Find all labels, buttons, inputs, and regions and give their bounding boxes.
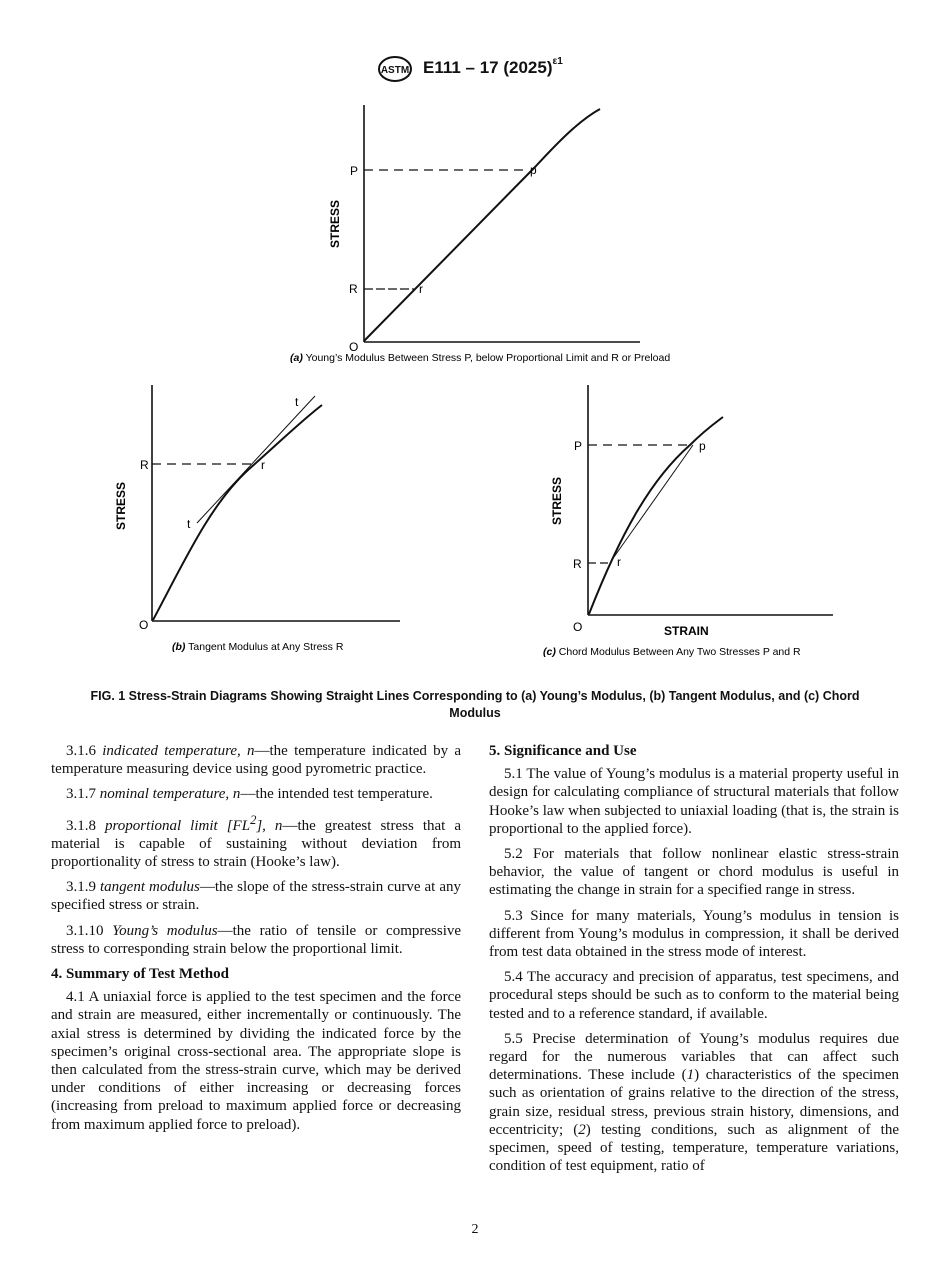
panel-b-label-t-lower: t [187,517,191,531]
panel-b-label-r: r [261,458,265,472]
defined-term: indicated temperature, n [102,743,255,759]
figure-caption [60,688,890,722]
right-column [489,742,899,1182]
left-column [51,742,461,1141]
figure-caption-line2: Modulus [449,706,501,720]
paragraph-number: 3.1.10 [66,922,104,939]
panel-b [114,385,400,653]
panel-b-curve [153,405,322,620]
panel-a-caption-text: Young’s Modulus Between Stress P, below Proportional Limit and R or Preload [305,352,671,364]
paragraph-number: 3.1.8 [66,817,96,834]
paragraph-5-1: 5.1 The value of Young’s modulus is a material property useful in design for calculating compliance of structural materials that follow Hooke’s law when subjected to uniaxial loading (that is, the strain is proportional to the applied force). [489,766,899,837]
designation-text: E111 – 17 (2025) [423,58,553,77]
panel-b-caption-letter: (b) [172,641,186,653]
paragraph-5-5-part-b: ) characteristics of the specimen such as orientation of grains relative to the direction of the stress, grain size, residual stress, previous strain history, dimensions, and eccentricity; ( [489,1067,899,1138]
defined-term: Young’s modulus [112,922,218,939]
panel-c-label-R: R [573,557,582,571]
paragraph-number: 3.1.6 [66,743,96,759]
paragraph-3-1-6 [51,742,461,778]
section-4-heading: 4. Summary of Test Method [51,966,229,983]
panel-a [290,105,670,364]
panel-a-caption [290,352,670,364]
definition-text: —the temperature indicated by a temperature measuring device using good pyrometric practice. [51,743,461,778]
defined-term: nominal temperature, n [99,786,241,803]
panel-a-label-r: r [419,282,423,296]
panel-b-y-axis-label: STRESS [114,481,128,530]
paragraph-5-2: 5.2 For materials that follow nonlinear elastic stress-strain behavior, the value of tangent or chord modulus is useful in estimating the change in strain for a specified range in stress. [489,846,899,899]
panel-a-curve [364,109,600,341]
paragraph-5-5-part-a: 5.5 Precise determination of Young’s modulus requires due regard for the numerous variables that can affect such determinations. These include ( [489,1030,899,1084]
figure-caption-line1: FIG. 1 Stress-Strain Diagrams Showing Straight Lines Corresponding to (a) Young’s Modulus, (b) Tangent Modulus, and (c) Chord [90,689,860,703]
defined-term [105,812,283,834]
paragraph-5-3: 5.3 Since for many materials, Young’s modulus in tension is different from Young’s modulus in compression, it shall be derived from test data obtained in the stress mode of interest. [489,907,899,961]
panel-b-label-t-upper: t [295,395,299,409]
list-number-2: 2 [578,1121,586,1138]
panel-c-label-p: p [699,439,706,453]
panel-a-label-P: P [350,164,359,178]
panel-c-caption-letter: (c) [543,646,556,658]
panel-b-caption [172,641,344,653]
page-number: 2 [471,1222,479,1237]
paragraph-number: 3.1.7 [66,786,96,803]
panel-c [543,385,833,658]
paragraph-5-5 [489,1030,899,1176]
paragraph-3-1-9 [51,878,461,914]
paragraph-5-5-part-c: ) testing conditions, such as alignment of the specimen, speed of testing, temperature, temperature variations, condition of test equipment, ratio of [489,1121,899,1175]
section-5-heading: 5. Significance and Use [489,743,637,759]
panel-b-label-R: R [140,458,149,472]
panel-c-label-r: r [617,555,621,569]
defined-term: tangent modulus [100,879,200,896]
paragraph-3-1-7 [51,785,461,803]
panel-c-x-axis-label: STRAIN [664,624,709,638]
paragraph-5-4: 5.4 The accuracy and precision of apparatus, test specimens, and procedural steps should be such as to conform to the material being tested and to a reference standard, if available. [489,969,899,1022]
panel-c-y-axis-label: STRESS [550,476,564,525]
list-number-1: 1 [686,1067,695,1084]
panel-c-label-O: O [573,620,583,634]
astm-logo-text: ASTM [380,65,410,76]
paragraph-4-1: 4.1 A uniaxial force is applied to the test specimen and the force and strain are measured, either incrementally or continuously. The axial stress is determined by dividing the indicated force by the specimen’s original cross-sectional area. The appropriate slope is then calculated from the stress-strain curve, which may be derived under conditions of either increasing or decreasing forces (increasing from preload to maximum applied force or decreasing from maximum applied force to preload). [51,989,461,1133]
defined-term-part1: proportional limit [FL [105,817,251,834]
panel-a-caption-letter: (a) [290,352,303,364]
definition-text: —the ratio of tensile or compressive stress to corresponding strain below the proportional limit. [51,922,462,957]
panel-c-caption [543,646,801,658]
paragraph-3-1-8 [51,811,461,872]
panel-a-label-R: R [349,282,358,296]
panel-a-label-O: O [349,340,359,354]
panel-c-chord-line [614,445,693,557]
panel-a-y-axis-label: STRESS [328,199,342,248]
panel-c-caption-text: Chord Modulus Between Any Two Stresses P and R [558,646,801,658]
definition-text: —the greatest stress that a material is capable of sustaining without deviation from proportionality of stress to strain (Hooke’s law). [51,817,462,871]
panel-c-label-P: P [574,439,583,453]
defined-term-superscript: 2 [250,812,257,827]
panel-b-label-O: O [139,618,149,632]
panel-b-caption-text: Tangent Modulus at Any Stress R [188,641,344,653]
panel-b-tangent-line [197,396,315,523]
paragraph-3-1-10 [51,922,461,958]
defined-term-part2: ], n [256,817,283,834]
paragraph-number: 3.1.9 [66,879,96,896]
designation-epsilon: ε1 [552,56,563,68]
definition-text: —the slope of the stress-strain curve at any specified stress or strain. [51,879,461,914]
definition-text: —the intended test temperature. [240,786,433,803]
panel-a-label-p: p [530,163,537,177]
